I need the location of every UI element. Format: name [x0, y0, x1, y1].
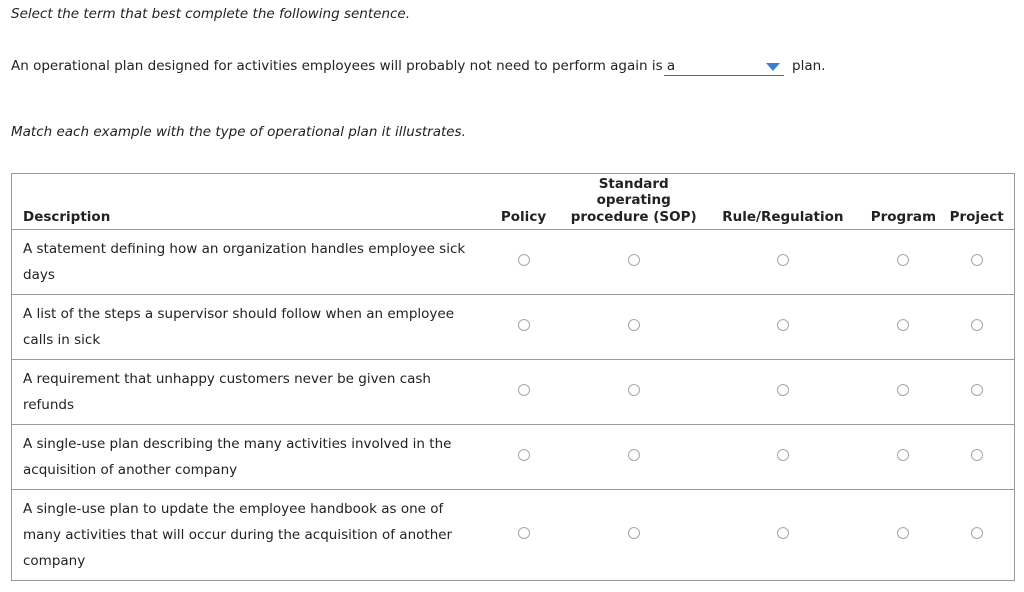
table-row	[12, 295, 1015, 360]
radio-rule-regulation[interactable]	[777, 527, 789, 539]
sentence-suffix: plan.	[792, 58, 826, 74]
radio-program[interactable]	[897, 384, 909, 396]
radio-sop[interactable]	[628, 527, 640, 539]
cell-rule	[698, 425, 867, 490]
cell-rule	[698, 230, 867, 295]
header-sop	[569, 174, 698, 230]
radio-sop[interactable]	[628, 449, 640, 461]
table-row	[12, 230, 1015, 295]
radio-rule-regulation[interactable]	[777, 254, 789, 266]
cell-project	[939, 360, 1014, 425]
cell-rule	[698, 490, 867, 581]
cell-project	[939, 295, 1014, 360]
cell-policy	[478, 295, 569, 360]
row-description: A statement defining how an organization handles employee sick days	[12, 230, 478, 295]
cell-sop	[569, 295, 698, 360]
radio-project[interactable]	[971, 527, 983, 539]
cell-policy	[478, 490, 569, 581]
cell-rule	[698, 360, 867, 425]
radio-program[interactable]	[897, 254, 909, 266]
instruction-sentence-completion: Select the term that best complete the following sentence.	[11, 6, 411, 22]
cell-project	[939, 230, 1014, 295]
radio-program[interactable]	[897, 319, 909, 331]
radio-sop[interactable]	[628, 384, 640, 396]
cell-program	[867, 295, 939, 360]
radio-rule-regulation[interactable]	[777, 319, 789, 331]
radio-policy[interactable]	[518, 527, 530, 539]
cell-policy	[478, 230, 569, 295]
radio-rule-regulation[interactable]	[777, 384, 789, 396]
row-description: A list of the steps a supervisor should follow when an employee calls in sick	[12, 295, 478, 360]
row-description: A requirement that unhappy customers never be given cash refunds	[12, 360, 478, 425]
instruction-matching: Match each example with the type of operational plan it illustrates.	[11, 124, 466, 140]
row-description: A single-use plan describing the many activities involved in the acquisition of another company	[12, 425, 478, 490]
cell-program	[867, 360, 939, 425]
question-sentence: An operational plan designed for activities employees will probably not need to perform again is a	[11, 58, 676, 74]
header-sop-label: Standard operating procedure (SOP)	[570, 175, 697, 225]
cell-sop	[569, 230, 698, 295]
radio-project[interactable]	[971, 254, 983, 266]
table-row	[12, 425, 1015, 490]
radio-policy[interactable]	[518, 319, 530, 331]
cell-project	[939, 490, 1014, 581]
cell-policy	[478, 425, 569, 490]
cell-program	[867, 490, 939, 581]
plan-type-dropdown[interactable]	[664, 58, 784, 76]
table-header-row	[12, 174, 1015, 230]
radio-policy[interactable]	[518, 384, 530, 396]
cell-policy	[478, 360, 569, 425]
header-rule-regulation: Rule/Regulation	[698, 174, 867, 230]
header-description: Description	[12, 174, 478, 230]
table-row	[12, 490, 1015, 581]
radio-sop[interactable]	[628, 254, 640, 266]
header-project: Project	[939, 174, 1014, 230]
matching-table	[11, 173, 1015, 581]
row-description: A single-use plan to update the employee handbook as one of many activities that will occur during the acquisition of another company	[23, 501, 453, 569]
cell-sop	[569, 360, 698, 425]
header-program: Program	[867, 174, 939, 230]
dropdown-arrow-icon[interactable]	[766, 63, 780, 71]
cell-project	[939, 425, 1014, 490]
radio-rule-regulation[interactable]	[777, 449, 789, 461]
radio-project[interactable]	[971, 449, 983, 461]
radio-policy[interactable]	[518, 449, 530, 461]
radio-program[interactable]	[897, 449, 909, 461]
radio-policy[interactable]	[518, 254, 530, 266]
cell-program	[867, 425, 939, 490]
cell-rule	[698, 295, 867, 360]
radio-sop[interactable]	[628, 319, 640, 331]
header-policy: Policy	[478, 174, 569, 230]
cell-sop	[569, 425, 698, 490]
radio-project[interactable]	[971, 319, 983, 331]
cell-sop	[569, 490, 698, 581]
table-row	[12, 360, 1015, 425]
cell-program	[867, 230, 939, 295]
radio-program[interactable]	[897, 527, 909, 539]
radio-project[interactable]	[971, 384, 983, 396]
